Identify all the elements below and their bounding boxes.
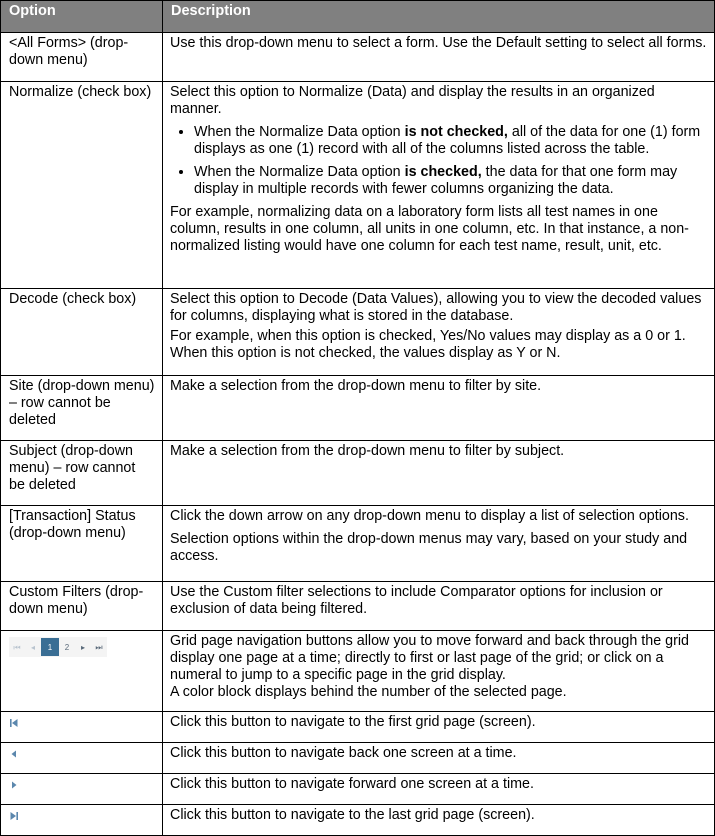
last-page-icon[interactable] (9, 811, 19, 821)
description-cell: Click this button to navigate to the first grid page (screen). (163, 712, 715, 743)
bullet-bold: is checked, (404, 164, 482, 180)
description-cell: Use this drop-down menu to select a form. Use the Default setting to select all forms. (163, 33, 715, 82)
description-text: For example, when this option is checked, Yes/No values may display as a 0 or 1. When this option is not checked, the values display as Y or N. (170, 328, 686, 361)
description-cell: Use the Custom filter selections to include Comparator options for inclusion or exclusion of data being filtered. (163, 582, 715, 631)
description-text: A color block displays behind the number of the selected page. (170, 684, 567, 700)
description-text: Select this option to Normalize (Data) and display the results in an organized manner. (170, 84, 655, 117)
table-row (1, 712, 715, 743)
table-row (1, 82, 715, 289)
table-row (1, 743, 715, 774)
option-cell (1, 805, 163, 836)
grid-pager (9, 637, 107, 657)
option-cell (1, 743, 163, 774)
bullet-text: all of the data for one (1) form displays as one (1) record with all of the columns listed across the table. (194, 124, 701, 157)
prev-page-icon[interactable] (9, 749, 19, 759)
table-row (1, 441, 715, 506)
table-row (1, 774, 715, 805)
option-cell (1, 712, 163, 743)
description-cell (163, 631, 715, 712)
bullet-text: the data for that one form may display in multiple records with fewer columns organizing the data. (194, 164, 678, 197)
bullet-list (170, 124, 707, 198)
header-option: Option (1, 1, 163, 33)
option-cell: [Transaction] Status (drop-down menu) (1, 506, 163, 582)
option-cell: Site (drop-down menu) – row cannot be deleted (1, 376, 163, 441)
bullet-text: When the Normalize Data option (194, 164, 405, 180)
last-page-icon[interactable]: ⏭ (95, 642, 103, 652)
next-page-icon[interactable] (9, 780, 19, 790)
list-item (194, 124, 707, 158)
table-row (1, 376, 715, 441)
table-row (1, 506, 715, 582)
page-2-button[interactable]: 2 (64, 642, 70, 652)
table-row (1, 631, 715, 712)
option-cell: <All Forms> (drop-down menu) (1, 33, 163, 82)
description-text: Selection options within the drop-down menus may vary, based on your study and access. (170, 531, 688, 564)
option-cell (1, 774, 163, 805)
description-text: Click the down arrow on any drop-down menu to display a list of selection options. (170, 508, 689, 524)
description-cell: Click this button to navigate to the last grid page (screen). (163, 805, 715, 836)
first-page-icon[interactable]: ⏮ (13, 642, 21, 652)
description-cell (163, 506, 715, 582)
table-row (1, 582, 715, 631)
bullet-bold: is not checked, (404, 124, 508, 140)
description-cell: Click this button to navigate back one screen at a time. (163, 743, 715, 774)
page-1-button[interactable]: 1 (41, 638, 59, 656)
header-row (1, 1, 715, 33)
option-cell: Custom Filters (drop-down menu) (1, 582, 163, 631)
prev-page-icon[interactable]: ◂ (30, 642, 35, 652)
description-cell: Make a selection from the drop-down menu to filter by site. (163, 376, 715, 441)
bullet-text: When the Normalize Data option (194, 124, 405, 140)
description-text: Grid page navigation buttons allow you to move forward and back through the grid display one page at a time; directly to first or last page of the grid; or click on a numeral to jump to a specific page in the grid display. (170, 633, 689, 683)
description-text: Select this option to Decode (Data Values), allowing you to view the decoded values for columns, displaying what is stored in the database. (170, 291, 702, 324)
table-row (1, 805, 715, 836)
first-page-icon[interactable] (9, 718, 19, 728)
list-item (194, 164, 707, 198)
option-cell: Normalize (check box) (1, 82, 163, 289)
header-description: Description (163, 1, 715, 33)
description-cell: Click this button to navigate forward one screen at a time. (163, 774, 715, 805)
table-row (1, 289, 715, 376)
option-cell (1, 631, 163, 712)
option-cell: Subject (drop-down menu) – row cannot be deleted (1, 441, 163, 506)
option-cell: Decode (check box) (1, 289, 163, 376)
description-cell: Make a selection from the drop-down menu to filter by subject. (163, 441, 715, 506)
description-text: For example, normalizing data on a laboratory form lists all test names in one column, results in one column, all units in one column, etc. In that instance, a non-normalized listing would have one column for each test name, result, unit, etc. (170, 204, 689, 254)
next-page-icon[interactable]: ▸ (80, 642, 85, 652)
table-row (1, 33, 715, 82)
description-cell (163, 289, 715, 376)
description-cell (163, 82, 715, 289)
